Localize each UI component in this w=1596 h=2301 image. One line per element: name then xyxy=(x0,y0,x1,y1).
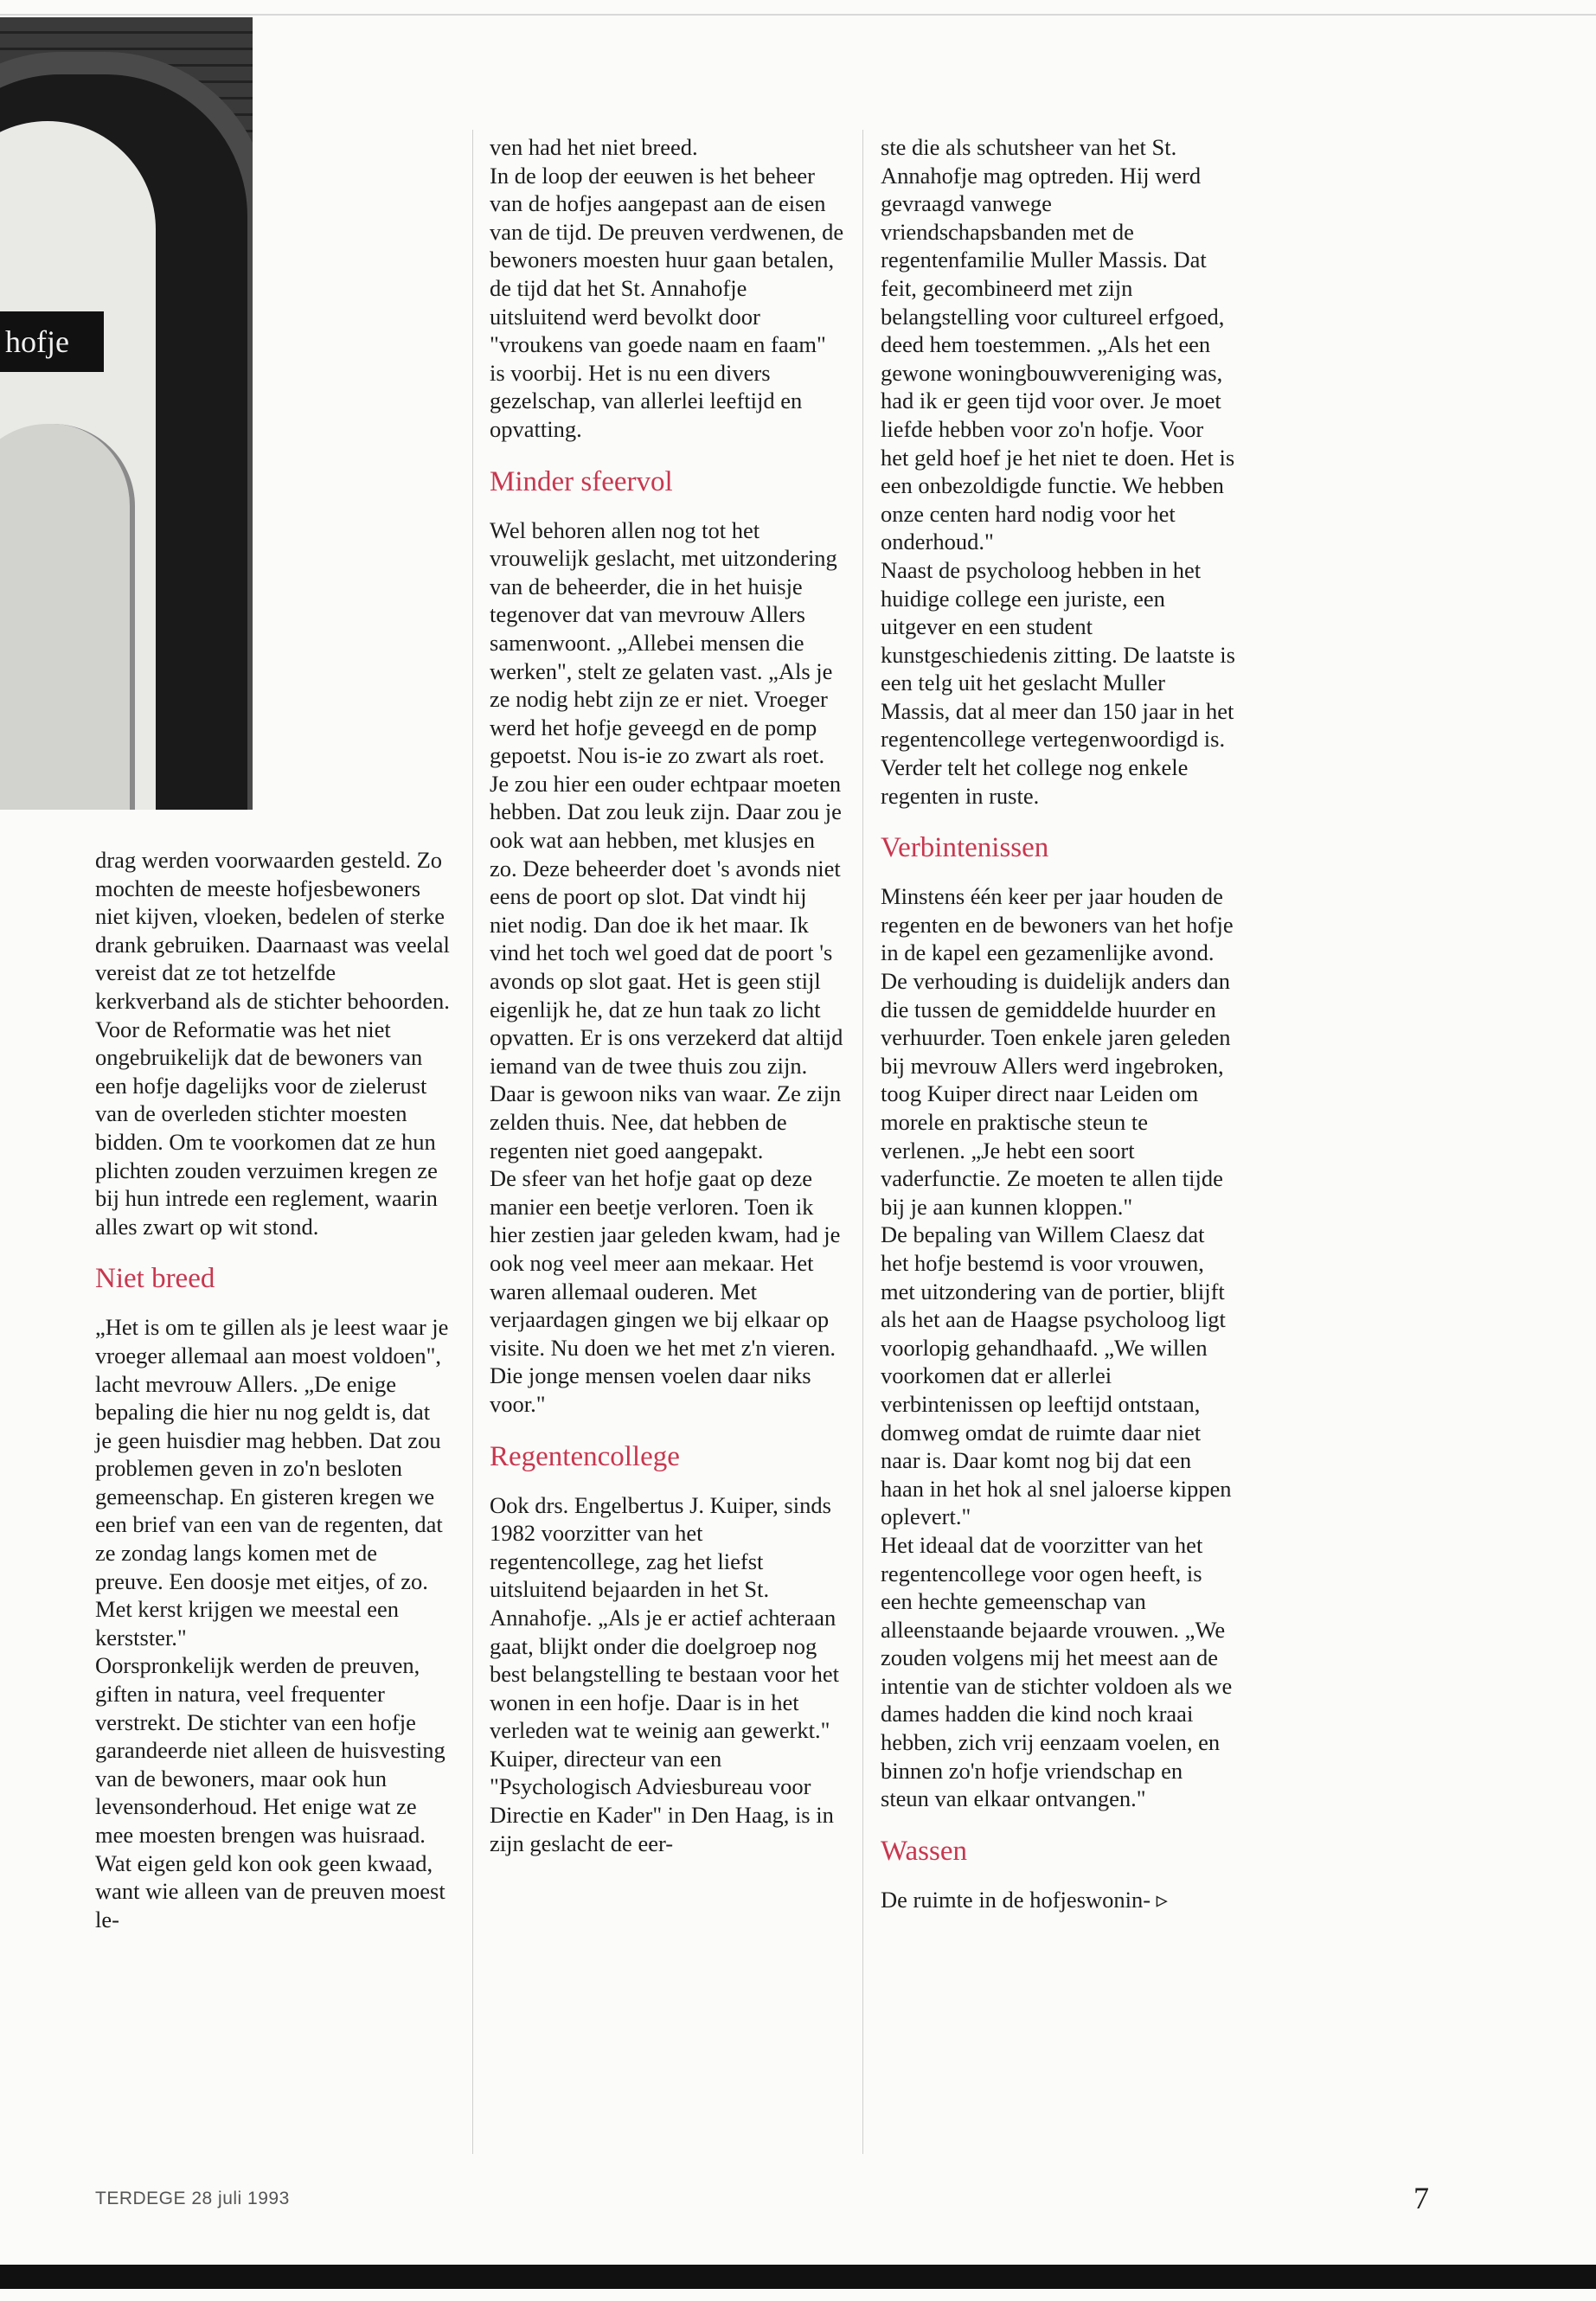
paragraph: „Het is om te gillen als je leest waar je vroeger allemaal aan moest voldoen", lacht mevrouw Allers. „De enige bepaling die hier nu nog geldt is, dat je geen huisdier mag hebben. Dat zou problemen geven in zo'n besloten gemeenschap. En gisteren kregen we een brief van een van de regenten, dat ze zondag langs komen met de preuve. Een doosje met eitjes, of zo. Met kerst krijgen we meestal een kerstster." xyxy=(95,1314,449,1650)
publication-footer: TERDEGE 28 juli 1993 xyxy=(95,2189,290,2208)
paragraph: ste die als schutsheer van het St. Annahofje mag optreden. Hij werd gevraagd vanwege vriendschapsbanden met de regentenfamilie Muller Massis. Dat feit, gecombineerd met zijn belangstelling voor cultureel erfgoed, deed hem toestemmen. „Als het een gewone woningbouwvereniging was, had ik er geen tijd voor over. Je moet liefde hebben voor zo'n hofje. Voor het geld hoef je het niet te doen. Het is een onbezoldigde functie. We hebben onze centen hard nodig voor het onderhoud." xyxy=(881,134,1235,555)
paragraph: Voor de Reformatie was het niet ongebruikelijk dat de bewoners van een hofje dagelijks voor de zielerust van de overleden stichter moesten bidden. Om te voorkomen dat ze hun plichten zouden verzuimen kregen ze bij hun intrede een reglement, waarin alles zwart op wit stond. xyxy=(95,1016,438,1240)
paragraph: Kuiper, directeur van een "Psychologisch Adviesbureau voor Directie en Kader" in Den Haag, is in zijn geslacht de eer- xyxy=(490,1745,834,1856)
column-1 xyxy=(95,846,450,1933)
subheading-wassen: Wassen xyxy=(881,1835,967,1867)
paragraph: In de loop der eeuwen is het beheer van de hofjes aangepast aan de eisen van de tijd. De preuven verdwenen, de bewoners moesten huur gaan betalen, de tijd dat het St. Annahofje uitsluitend werd bevolkt door "vroukens van goede naam en faam" is voorbij. Het is nu een divers gezelschap, van allerlei leeftijd en opvatting. xyxy=(490,162,844,442)
column-2 xyxy=(490,133,844,1857)
paragraph: Je zou hier een ouder echtpaar moeten hebben. Dat zou leuk zijn. Daar zou je ook wat aan hebben, met klusjes en zo. Deze beheerder doet 's avonds niet eens de poort op slot. Dat vindt hij niet nodig. Dan doe ik het maar. Ik vind het toch wel goed dat de poort 's avonds op slot gaat. Het is geen stijl eigenlijk he, dat ze hun taak zo licht opvatten. Er is ons verzekerd dat altijd iemand van de twee thuis zou zijn. Daar is gewoon niks van waar. Ze zijn zelden thuis. Nee, dat hebben de regenten niet goed aangepakt. xyxy=(490,770,843,1163)
column-3 xyxy=(881,133,1235,1913)
top-rule xyxy=(0,14,1596,16)
paragraph: Het ideaal dat de voorzitter van het regentencollege voor ogen heeft, is een hechte gemeenschap van alleenstaande bejaarde vrouwen. „We zouden volgens mij het meest aan de intentie van de stichter voldoen als we dames hadden die kind noch kraai hebben, zich vrij eenzaam voelen, en binnen zo'n hofje vriendschap en steun van elkaar ontvangen." xyxy=(881,1531,1233,1812)
subheading-verbintenissen: Verbintenissen xyxy=(881,832,1049,864)
paragraph: Minstens één keer per jaar houden de regenten en de bewoners van het hofje in de kapel een gezamenlijke avond. De verhouding is duidelijk anders dan die tussen de gemiddelde huurder en verhuurder. Toen enkele jaren geleden bij mevrouw Allers werd ingebroken, toog Kuiper direct naar Leiden om morele en praktische steun te verlenen. „Je hebt een soort vaderfunctie. Ze moeten te allen tijde bij je aan kunnen kloppen." xyxy=(881,883,1234,1220)
subheading-minder-sfeervol: Minder sfeervol xyxy=(490,465,673,497)
subheading-niet-breed: Niet breed xyxy=(95,1263,215,1295)
article-photo xyxy=(0,17,253,810)
paragraph: De sfeer van het hofje gaat op deze manier een beetje verloren. Toen ik hier zestien jaar geleden kwam, had je ook nog veel meer aan mekaar. Het waren allemaal ouderen. Met verjaardagen gingen we bij elkaar op visite. Nu doen we het met z'n vieren. Die jonge mensen voelen daar niks voor." xyxy=(490,1165,841,1417)
column-divider xyxy=(472,130,473,2154)
hofje-sign: hofje xyxy=(0,311,104,372)
paragraph: ven had het niet breed. xyxy=(490,134,698,160)
paragraph: Ook drs. Engelbertus J. Kuiper, sinds 1982 voorzitter van het regentencollege, zag het liefst uitsluitend bejaarden in het St. Annahofje. „Als je er actief achteraan gaat, blijkt onder die doelgroep nog best belangstelling te bestaan voor het wonen in een hofje. Daar is in het verleden wat te weinig aan gewerkt." xyxy=(490,1491,840,1744)
bottom-bar xyxy=(0,2265,1596,2289)
subheading-regentencollege: Regentencollege xyxy=(490,1440,680,1472)
paragraph: Wel behoren allen nog tot het vrouwelijk geslacht, met uitzondering van de beheerder, die in het huisje tegenover dat van mevrouw Allers samenwoont. „Allebei mensen die werken", stelt ze gelaten vast. „Als je ze nodig hebt zijn ze er niet. Vroeger werd het hofje geveegd en de pomp gepoetst. Nou is-ie zo zwart als roet. xyxy=(490,516,837,769)
paragraph: De ruimte in de hofjeswonin- ▹ xyxy=(881,1886,1168,1913)
person-figure xyxy=(0,424,135,810)
paragraph: De bepaling van Willem Claesz dat het hofje bestemd is voor vrouwen, met uitzondering van de portier, blijft als het aan de Haagse psycholoog ligt voorlopig gehandhaafd. „We willen voorkomen dat er allerlei verbintenissen op leeftijd ontstaan, domweg omdat de ruimte daar niet naar is. Daar komt nog bij dat een haan in het hok al snel jaloerse kippen oplevert." xyxy=(881,1221,1232,1530)
paragraph: drag werden voorwaarden gesteld. Zo mochten de meeste hofjesbewoners niet kijven, vloeken, bedelen of sterke drank gebruiken. Daarnaast was veelal vereist dat ze tot hetzelfde kerkverband als de stichter behoorden. xyxy=(95,847,450,1014)
paragraph: Naast de psycholoog hebben in het huidige college een juriste, een uitgever en een student kunstgeschiedenis zitting. De laatste is een telg uit het geslacht Muller Massis, dat al meer dan 150 jaar in het regentencollege vertegenwoordigd is. Verder telt het college nog enkele regenten in ruste. xyxy=(881,556,1235,809)
column-divider xyxy=(862,130,863,2154)
paragraph: Oorspronkelijk werden de preuven, giften in natura, veel frequenter verstrekt. De stichter van een hofje garandeerde niet alleen de huisvesting van de bewoners, maar ook hun levensonderhoud. Het enige wat ze mee moesten brengen was huisraad. Wat eigen geld kon ook geen kwaad, want wie alleen van de preuven moest le- xyxy=(95,1652,445,1932)
page-number: 7 xyxy=(1413,2181,1429,2215)
